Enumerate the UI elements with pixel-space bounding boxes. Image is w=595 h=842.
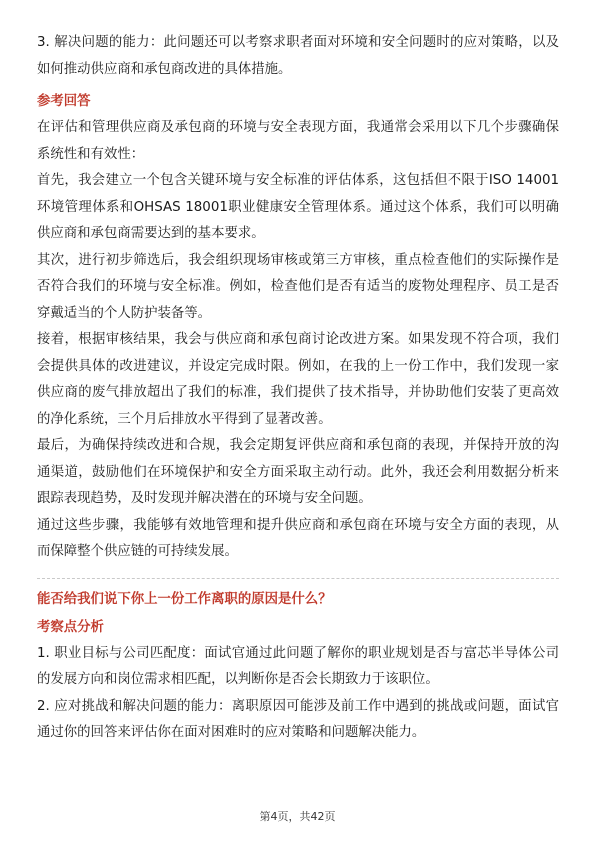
page-number: 第4页，共42页 [259, 810, 336, 823]
answer-paragraph-next: 接着，根据审核结果，我会与供应商和承包商讨论改进方案。如果发现不符合项，我们会提供具体的改进建议，并设定完成时限。例如，在我的上一份工作中，我们发现一家供应商的废气排放超出了我们的标准，我们提供了技术指导，并协助他们安装了更高效的净化系统，三个月后排放水平得到了显著改善。 [37, 332, 559, 427]
criterion-item-3: 3. 解决问题的能力：此问题还可以考察求职者面对环境和安全问题时的应对策略，以及如何推动供应商和承包商改进的具体措施。 [37, 35, 559, 77]
answer-paragraph-first: 首先，我会建立一个包含关键环境与安全标准的评估体系，这包括但不限于ISO 14001环境管理体系和OHSAS 18001职业健康安全管理体系。通过这个体系，我们可以明确供应商和承包商需要达到的基本要求。 [37, 173, 559, 241]
question-title: 能否给我们说下你上一份工作离职的原因是什么？ [37, 591, 332, 607]
answer-paragraph-finally: 最后，为确保持续改进和合规，我会定期复评供应商和承包商的表现，并保持开放的沟通渠道，鼓励他们在环境保护和安全方面采取主动行动。此外，我还会利用数据分析来跟踪表现趋势，及时发现并解决潜在的环境与安全问题。 [37, 438, 559, 506]
analysis-item-2: 2. 应对挑战和解决问题的能力：离职原因可能涉及前工作中遇到的挑战或问题，面试官通过你的回答来评估你在面对困难时的应对策略和问题解决能力。 [37, 698, 559, 740]
section-divider [37, 578, 559, 579]
page-content [37, 30, 559, 747]
analysis-item-1: 1. 职业目标与公司匹配度：面试官通过此问题了解你的职业规划是否与富芯半导体公司的发展方向和岗位需求相匹配，以判断你是否会长期致力于该职位。 [37, 645, 559, 687]
reference-answer-heading: 参考回答 [37, 94, 91, 109]
analysis-heading: 考察点分析 [37, 619, 104, 635]
answer-paragraph-intro: 在评估和管理供应商及承包商的环境与安全表现方面，我通常会采用以下几个步骤确保系统性和有效性： [37, 120, 559, 162]
answer-paragraph-second: 其次，进行初步筛选后，我会组织现场审核或第三方审核，重点检查他们的实际操作是否符合我们的环境与安全标准。例如，检查他们是否有适当的废物处理程序、员工是否穿戴适当的个人防护装备等。 [37, 252, 559, 321]
answer-paragraph-summary: 通过这些步骤，我能够有效地管理和提升供应商和承包商在环境与安全方面的表现，从而保障整个供应链的可持续发展。 [37, 517, 559, 559]
